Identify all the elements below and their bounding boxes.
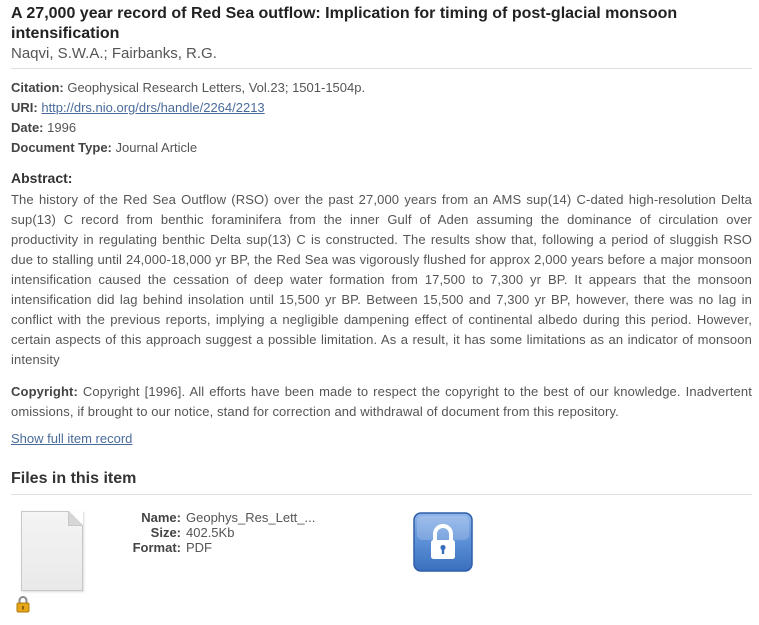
uri-link[interactable]: http://drs.nio.org/drs/handle/2264/2213 bbox=[41, 100, 265, 115]
date-label: Date: bbox=[11, 120, 44, 135]
doctype-row bbox=[11, 138, 752, 158]
files-heading: Files in this item bbox=[11, 470, 137, 487]
file-metadata bbox=[131, 510, 315, 555]
file-size-row bbox=[131, 525, 315, 540]
file-item bbox=[11, 495, 752, 625]
citation-label: Citation: bbox=[11, 80, 64, 95]
file-name-label: Name: bbox=[141, 510, 181, 525]
locked-access-icon[interactable] bbox=[413, 512, 473, 572]
file-name-value: Geophys_Res_Lett_... bbox=[186, 510, 316, 525]
copyright-text: Copyright [1996]. All efforts have been made to respect the copyright to the best of our knowledge. Inadvertent omissions, if brought to our notice, stand for correction and withdrawal of document from this repository. bbox=[11, 384, 752, 419]
divider bbox=[11, 68, 752, 69]
file-format-value: PDF bbox=[186, 540, 212, 555]
item-view bbox=[11, 4, 752, 625]
item-title: A 27,000 year record of Red Sea outflow: Implication for timing of post-glacial monsoon intensification bbox=[11, 5, 678, 42]
abstract-heading: Abstract: bbox=[11, 170, 73, 186]
item-authors: Naqvi, S.W.A.; Fairbanks, R.G. bbox=[11, 45, 217, 62]
citation-value: Geophysical Research Letters, Vol.23; 1501-1504p. bbox=[67, 80, 366, 95]
uri-label: URI: bbox=[11, 100, 38, 115]
show-full-record-link[interactable]: Show full item record bbox=[11, 431, 133, 446]
date-row bbox=[11, 118, 752, 138]
file-size-value: 402.5Kb bbox=[186, 525, 235, 540]
metadata-block bbox=[11, 78, 752, 158]
file-format-label: Format: bbox=[132, 540, 181, 555]
file-format-row bbox=[131, 540, 315, 555]
copyright-block bbox=[11, 382, 752, 422]
file-name-row bbox=[131, 510, 315, 525]
file-size-label: Size: bbox=[150, 525, 181, 540]
padlock-icon bbox=[15, 595, 31, 613]
document-thumbnail-icon[interactable] bbox=[21, 511, 83, 591]
doctype-value: Journal Article bbox=[115, 140, 198, 155]
citation-row bbox=[11, 78, 752, 98]
date-value: 1996 bbox=[47, 120, 77, 135]
abstract-text: The history of the Red Sea Outflow (RSO) over the past 27,000 years from an AMS sup(14) C-dated high-resolution Delta sup(13) C record from benthic foraminifera from the inner Gulf of Aden assuming the dominance of circulation over productivity in regulating benthic Delta sup(13) C is constructed. The results show that, following a period of sluggish RSO due to stalling until 24,000-18,000 yr BP, the Red Sea was vigorously flushed for approx 2,000 years before a major monsoon intensification caused the cessation of deep water formation from 17,500 to 7,300 yr BP. It appears that the monsoon intensification did lag behind insolation until 15,500 yr BP. Between 15,500 and 7,300 yr BP, however, there was no lag in conflict with the previous reports, implying a negligible dampening effect of continental albedo during this period. However, certain aspects of this approach suggest a possible limitation. As a result, it has some limitations as an indicator of monsoon intensity bbox=[11, 192, 752, 367]
copyright-label: Copyright: bbox=[11, 384, 78, 399]
uri-row bbox=[11, 98, 752, 118]
doctype-label: Document Type: bbox=[11, 140, 112, 155]
